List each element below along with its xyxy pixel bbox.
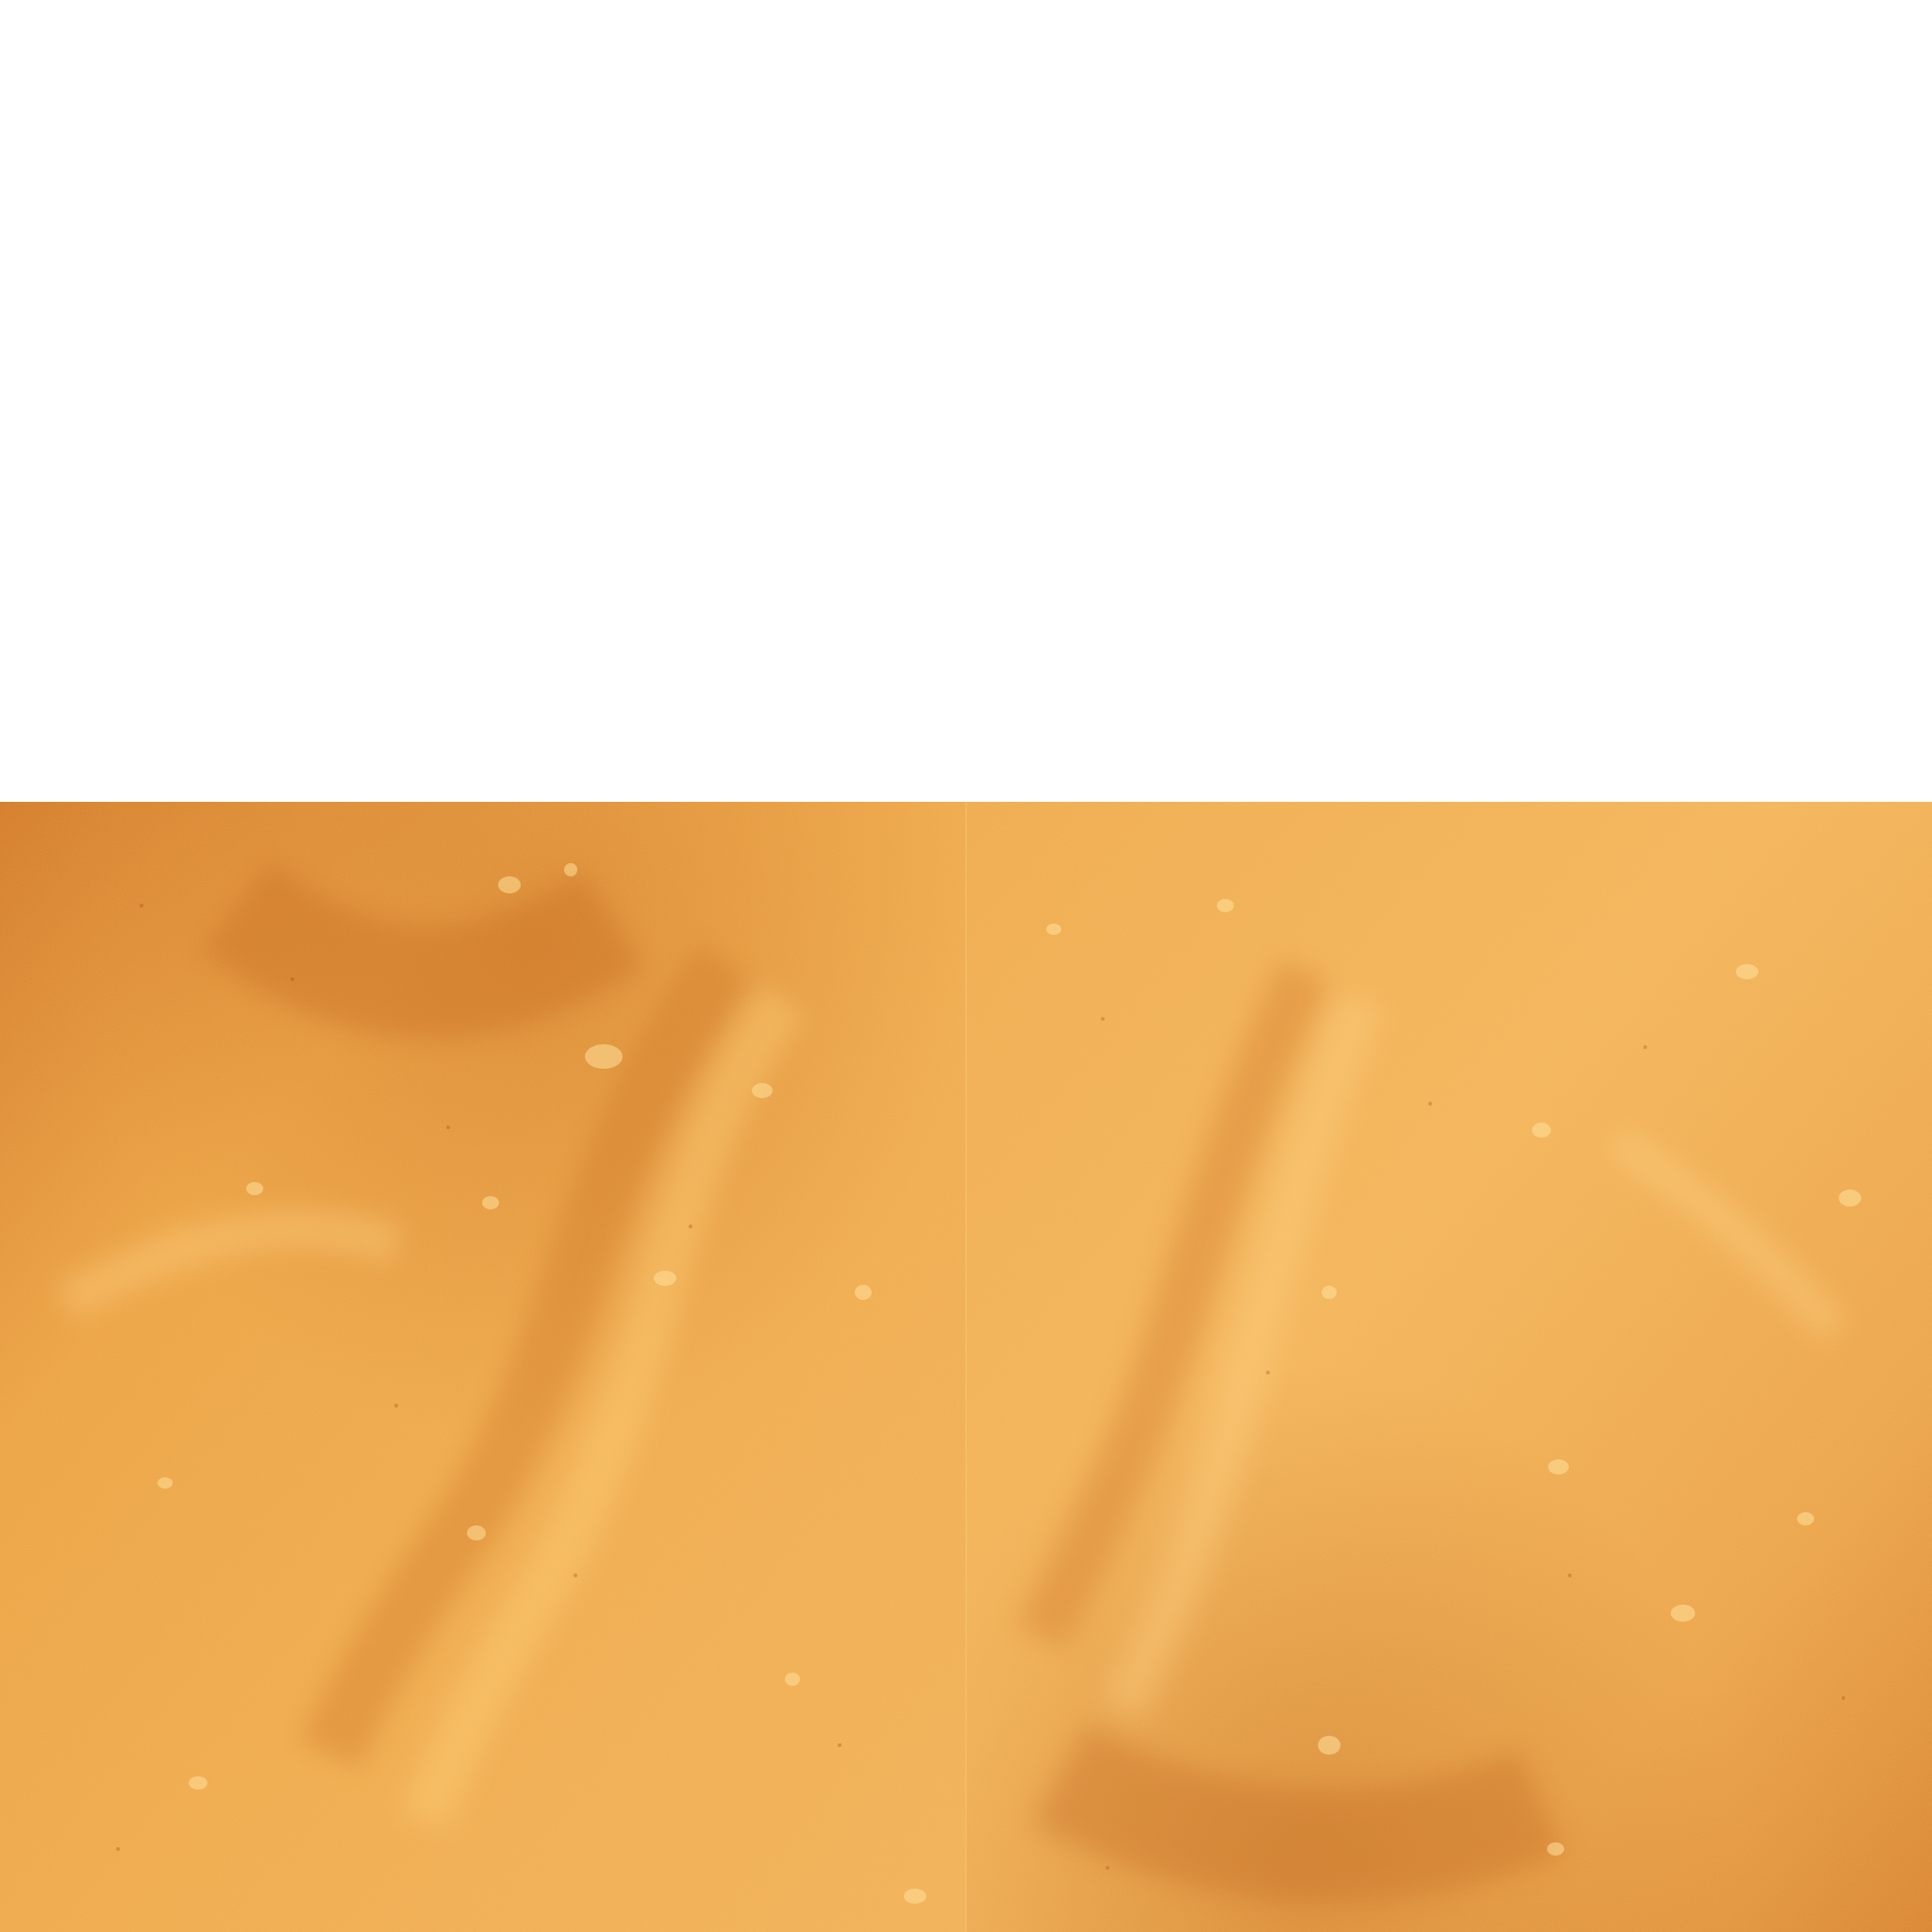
amber-texture-strip [0, 802, 1932, 1932]
white-blank-area [0, 0, 1932, 802]
left-amber-texture-panel [0, 802, 966, 1932]
right-texture-art [966, 802, 1932, 1932]
panel-seam [965, 802, 967, 1932]
left-texture-art [0, 802, 966, 1932]
right-amber-texture-panel [966, 802, 1932, 1932]
